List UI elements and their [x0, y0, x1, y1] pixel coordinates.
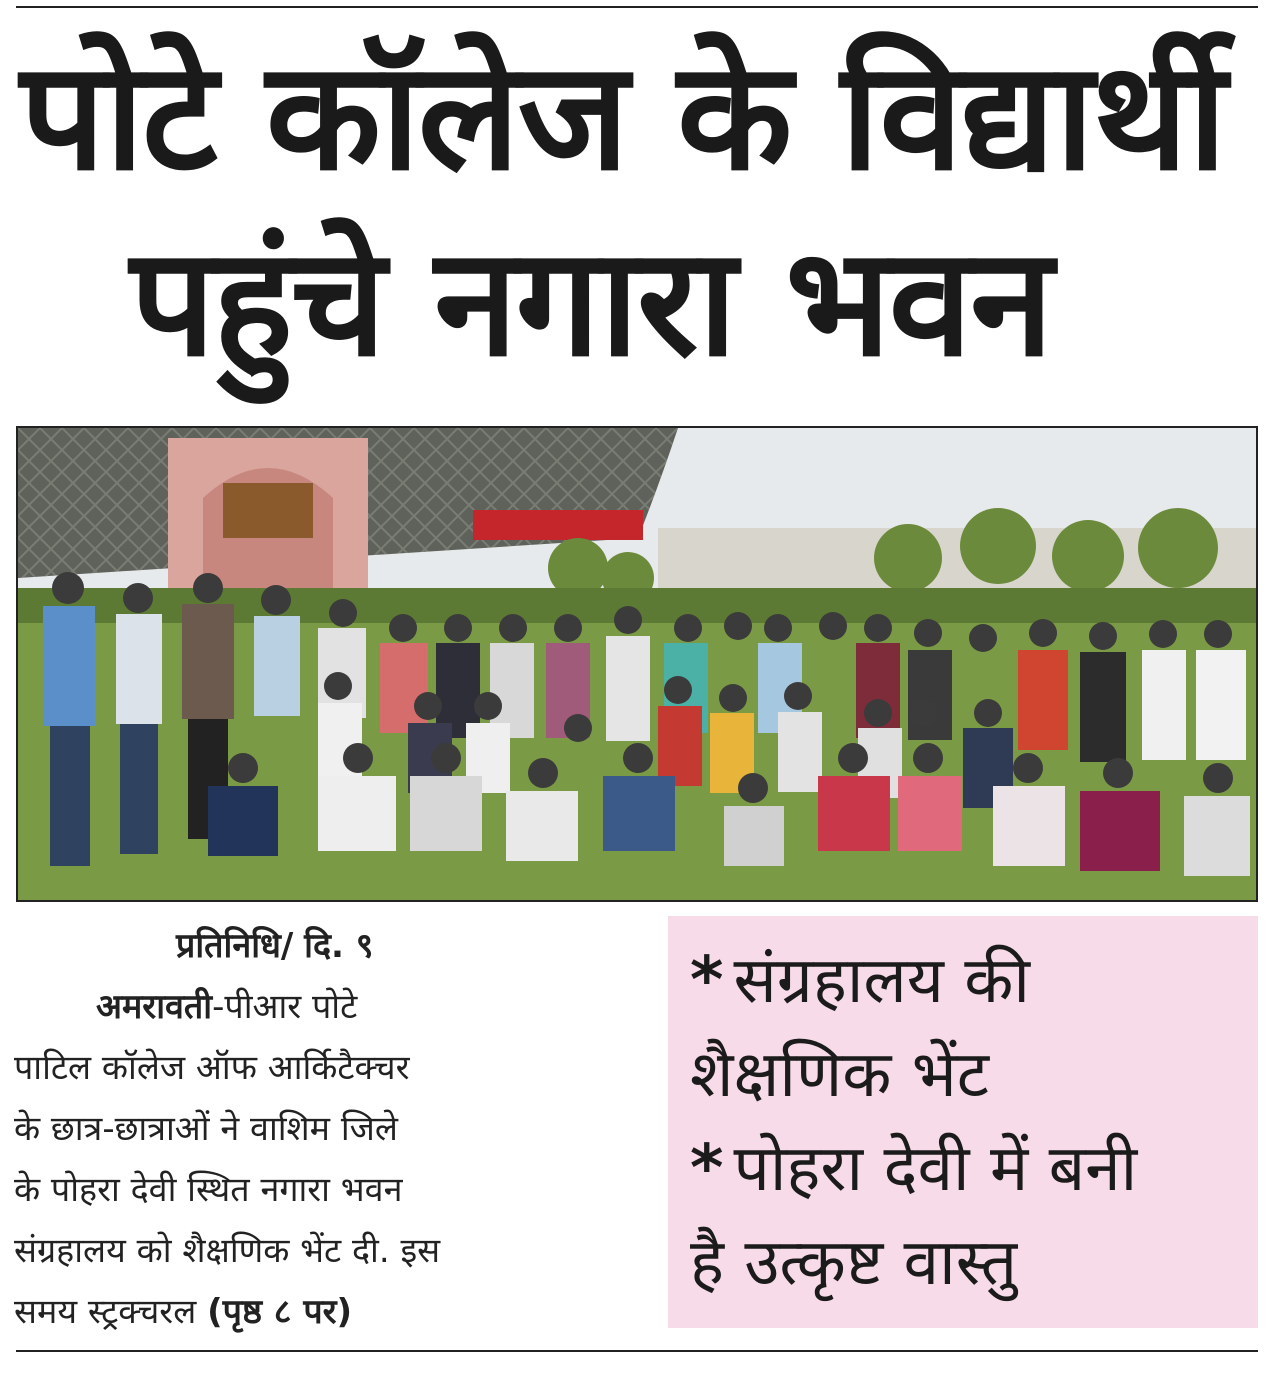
asterisk-icon: * — [690, 1132, 724, 1206]
callout-item-2-text-1: पोहरा देवी में बनी — [733, 1132, 1138, 1206]
callout-item-1-line-2: शैक्षणिक भेंट — [690, 1038, 989, 1112]
callout-item-2-line-2: है उत्कृष्ट वास्तु — [690, 1226, 1018, 1300]
callout-item-2-line-1 — [690, 1122, 1240, 1216]
callout-item-1-line-1 — [690, 934, 1240, 1028]
article-line-6 — [14, 1282, 610, 1343]
article-text-6: समय स्ट्रक्चरल — [14, 1292, 197, 1332]
highlight-box — [668, 916, 1258, 1328]
article-line-5: संग्रहालय को शैक्षणिक भेंट दी. इस — [14, 1231, 441, 1271]
article-line-4: के पोहरा देवी स्थित नगारा भवन — [14, 1170, 403, 1210]
article-dateline — [14, 916, 610, 977]
article-line-1 — [14, 977, 610, 1038]
bottom-rule — [16, 1350, 1258, 1352]
byline: प्रतिनिधि/ — [176, 926, 294, 966]
article-date: दि. ९ — [304, 926, 374, 966]
article-line-3: के छात्र-छात्राओं ने वाशिम जिले — [14, 1109, 398, 1149]
top-rule — [16, 6, 1258, 8]
article-line-2: पाटिल कॉलेज ऑफ आर्किटैक्चर — [14, 1048, 410, 1088]
article-body — [14, 916, 610, 1343]
headline-line-1: पोटे कॉलेज के विद्यार्थी — [20, 30, 1225, 204]
group-photo — [16, 426, 1258, 902]
asterisk-icon: * — [690, 944, 724, 1018]
headline-line-2: पहुंचे नगारा भवन — [130, 216, 1052, 390]
article-place: अमरावती — [96, 987, 213, 1027]
callout-item-1-text-1: संग्रहालय की — [733, 944, 1030, 1018]
group-photo-icon — [18, 428, 1256, 900]
article-text-1: -पीआर पोटे — [212, 987, 358, 1027]
continuation-note: (पृष्ठ ८ पर) — [207, 1292, 353, 1332]
